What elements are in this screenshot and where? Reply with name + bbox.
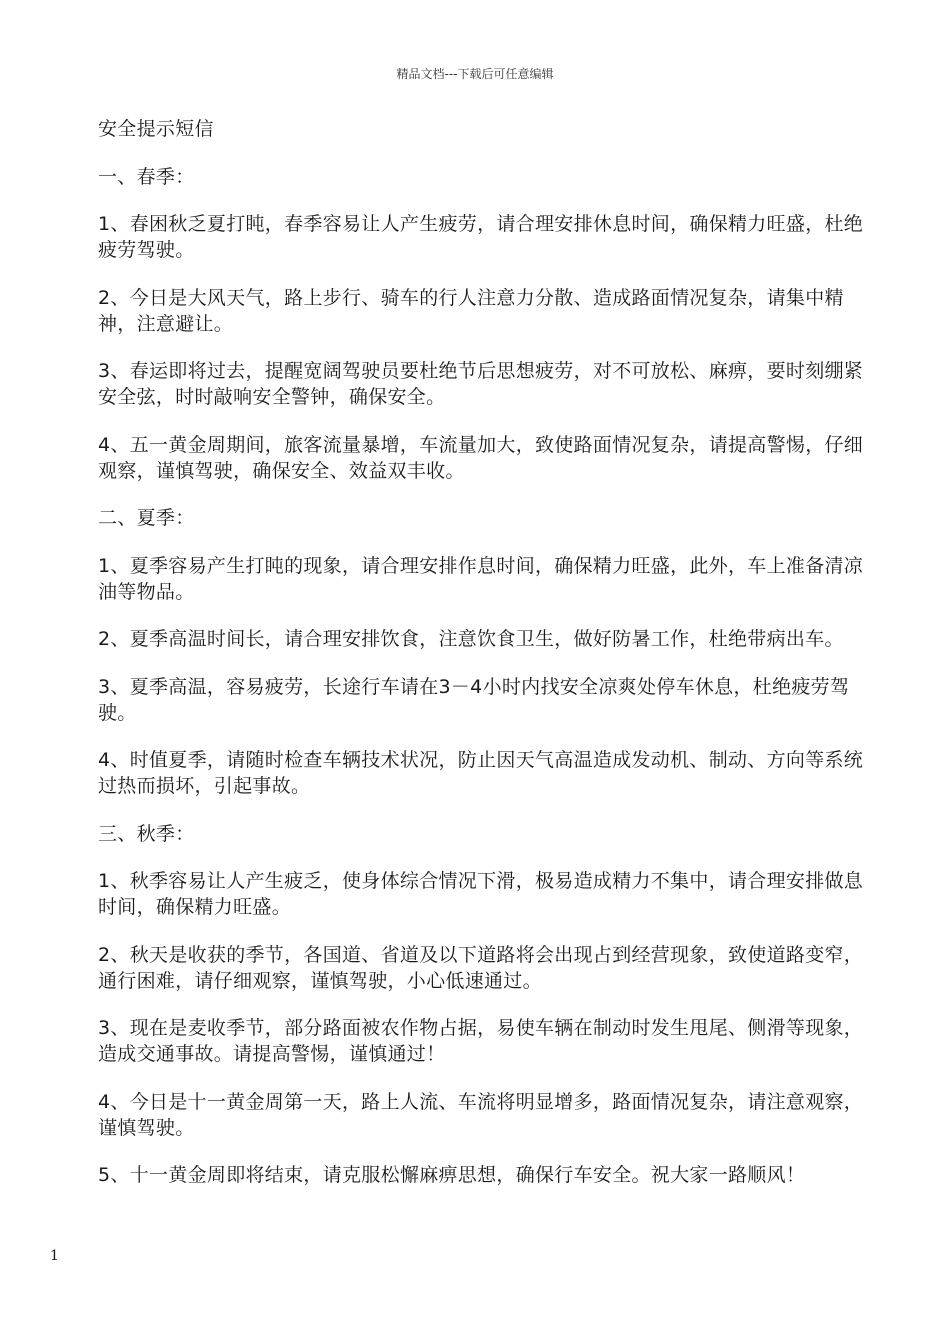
document-title: 安全提示短信	[98, 118, 214, 140]
paragraph: 2、今日是大风天气，路上步行、骑车的行人注意力分散、造成路面情况复杂，请集中精神，注意避让。	[98, 286, 844, 335]
section-heading-spring: 一、春季：	[98, 165, 195, 188]
paragraph: 1、秋季容易让人产生疲乏，使身体综合情况下滑，极易造成精力不集中，请合理安排做息时间，确保精力旺盛。	[98, 870, 864, 918]
page-header: 精品文档---下载后可任意编辑	[396, 67, 554, 81]
paragraph: 4、时值夏季，请随时检查车辆技术状况，防止因天气高温造成发动机、制动、方向等系统过热而损坏，引起事故。	[98, 749, 864, 797]
document-body	[98, 116, 868, 1210]
section-heading-summer: 二、夏季：	[98, 507, 195, 529]
paragraph: 1、春困秋乏夏打盹，春季容易让人产生疲劳，请合理安排休息时间，确保精力旺盛，杜绝疲劳驾驶。	[98, 213, 864, 261]
section-heading-autumn: 三、秋季：	[98, 822, 195, 845]
paragraph: 3、春运即将过去，提醒宽阔驾驶员要杜绝节后思想疲劳，对不可放松、麻痹，要时刻绷紧安全弦，时时敲响安全警钟，确保安全。	[98, 360, 864, 408]
paragraph: 3、夏季高温，容易疲劳，长途行车请在3－4小时内找安全凉爽处停车休息，杜绝疲劳驾驶。	[98, 675, 850, 724]
page-number: 1	[50, 1248, 59, 1264]
paragraph: 4、今日是十一黄金周第一天，路上人流、车流将明显增多，路面情况复杂，请注意观察，谨慎驾驶。	[98, 1090, 864, 1139]
paragraph: 1、夏季容易产生打盹的现象，请合理安排作息时间，确保精力旺盛，此外，车上准备清凉油等物品。	[98, 554, 864, 603]
paragraph: 2、夏季高温时间长，请合理安排饮食，注意饮食卫生，做好防暑工作，杜绝带病出车。	[98, 628, 844, 650]
paragraph: 2、秋天是收获的季节，各国道、省道及以下道路将会出现占到经营现象，致使道路变窄，通行困难，请仔细观察，谨慎驾驶，小心低速通过。	[98, 943, 864, 992]
paragraph: 3、现在是麦收季节，部分路面被农作物占据，易使车辆在制动时发生甩尾、侧滑等现象，造成交通事故。请提高警惕，谨慎通过！	[98, 1017, 864, 1065]
paragraph: 5、十一黄金周即将结束，请克服松懈麻痹思想，确保行车安全。祝大家一路顺风！	[98, 1164, 806, 1186]
paragraph: 4、五一黄金周期间，旅客流量暴增，车流量加大，致使路面情况复杂，请提高警惕，仔细观察，谨慎驾驶，确保安全、效益双丰收。	[98, 433, 864, 482]
